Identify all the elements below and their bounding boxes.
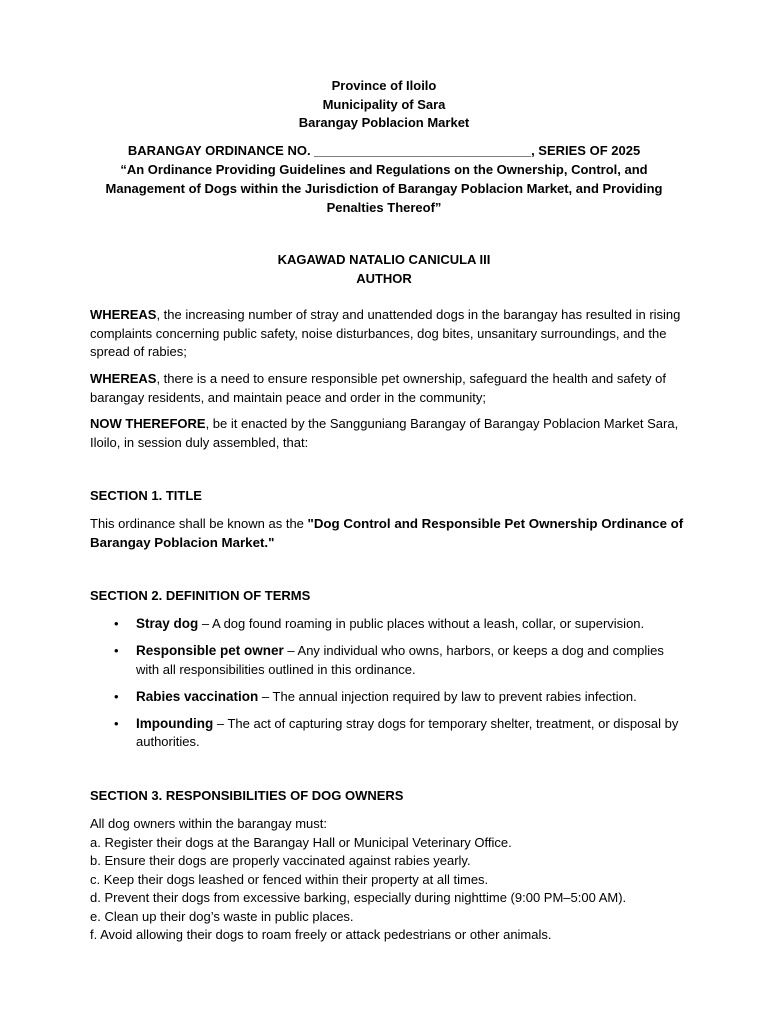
ordinance-short-title: "Dog Control and Responsible Pet Ownership Ordinance of Barangay Poblacion Market." — [90, 516, 684, 550]
ordinance-title: “An Ordinance Providing Guidelines and Regulations on the Ownership, Control, and Management of Dogs within the Jurisdiction of Barangay Poblacion Market, and Providing Penalties Thereof” — [105, 162, 663, 215]
bullet-icon: • — [114, 643, 119, 658]
term-definition: – The act of capturing stray dogs for temporary shelter, treatment, or disposal by authorities. — [136, 715, 679, 749]
bullet-icon: • — [114, 715, 119, 731]
section3-line: c. Keep their dogs leashed or fenced within their property at all times. — [90, 871, 489, 887]
definition-list — [90, 615, 680, 760]
bullet-icon: • — [114, 688, 119, 704]
term-name: Impounding — [136, 715, 214, 731]
section3-body — [90, 815, 710, 945]
author-role: AUTHOR — [356, 270, 412, 286]
now-therefore-text: , be it enacted by the Sangguniang Barangay of Barangay Poblacion Market Sara, Iloilo, in session duly assembled, that: — [90, 416, 679, 450]
section1-text: This ordinance shall be known as the — [90, 516, 308, 531]
section3-heading: SECTION 3. RESPONSIBILITIES OF DOG OWNERS — [90, 788, 404, 803]
bullet-icon: • — [114, 616, 119, 631]
term-definition: – The annual injection required by law to prevent rabies infection. — [258, 688, 637, 704]
section3-line: d. Prevent their dogs from excessive barking, especially during nighttime (9:00 PM–5:00 AM). — [90, 890, 627, 905]
section3-line: All dog owners within the barangay must: — [90, 816, 328, 831]
now-therefore-lead: NOW THEREFORE — [90, 416, 206, 431]
section1-heading: SECTION 1. TITLE — [90, 488, 202, 503]
list-item — [90, 715, 680, 752]
section3-line: a. Register their dogs at the Barangay Hall or Municipal Veterinary Office. — [90, 834, 512, 850]
whereas-lead: WHEREAS — [90, 307, 157, 322]
list-item — [90, 688, 680, 707]
whereas-paragraph-2 — [90, 370, 690, 407]
province-line: Province of Iloilo — [331, 78, 437, 93]
term-name: Responsible pet owner — [136, 643, 284, 658]
barangay-line: Barangay Poblacion Market — [298, 115, 470, 130]
ordinance-number-line: BARANGAY ORDINANCE NO. ______________________________, SERIES OF 2025 — [127, 143, 641, 158]
list-item — [90, 615, 680, 634]
author-block — [0, 251, 768, 288]
municipality-line: Municipality of Sara — [322, 96, 446, 112]
section3-line: e. Clean up their dog’s waste in public places. — [90, 908, 354, 924]
whereas-text: , there is a need to ensure responsible pet ownership, safeguard the health and safety of barangay residents, and maintain peace and order in the community; — [90, 371, 666, 405]
term-name: Rabies vaccination — [136, 688, 259, 704]
ordinance-title-block — [80, 141, 688, 217]
list-item — [90, 642, 680, 679]
whereas-lead: WHEREAS — [90, 371, 157, 386]
section1-body — [90, 515, 690, 552]
section3-line: b. Ensure their dogs are properly vaccinated against rabies yearly. — [90, 853, 471, 868]
whereas-paragraph-1 — [90, 306, 690, 362]
section3-line: f. Avoid allowing their dogs to roam freely or attack pedestrians or other animals. — [90, 927, 552, 942]
author-name: KAGAWAD NATALIO CANICULA III — [277, 252, 491, 267]
document-header — [0, 77, 768, 133]
now-therefore-paragraph — [90, 415, 690, 452]
section2-heading: SECTION 2. DEFINITION OF TERMS — [90, 588, 311, 603]
term-definition: – A dog found roaming in public places without a leash, collar, or supervision. — [198, 616, 645, 631]
term-name: Stray dog — [136, 616, 199, 631]
whereas-text: , the increasing number of stray and unattended dogs in the barangay has resulted in rising complaints concerning public safety, noise disturbances, dog bites, unsanitary surroundings, and the spread of rabies; — [90, 307, 681, 359]
term-definition: – Any individual who owns, harbors, or keeps a dog and complies with all responsibilities outlined in this ordinance. — [136, 643, 664, 677]
